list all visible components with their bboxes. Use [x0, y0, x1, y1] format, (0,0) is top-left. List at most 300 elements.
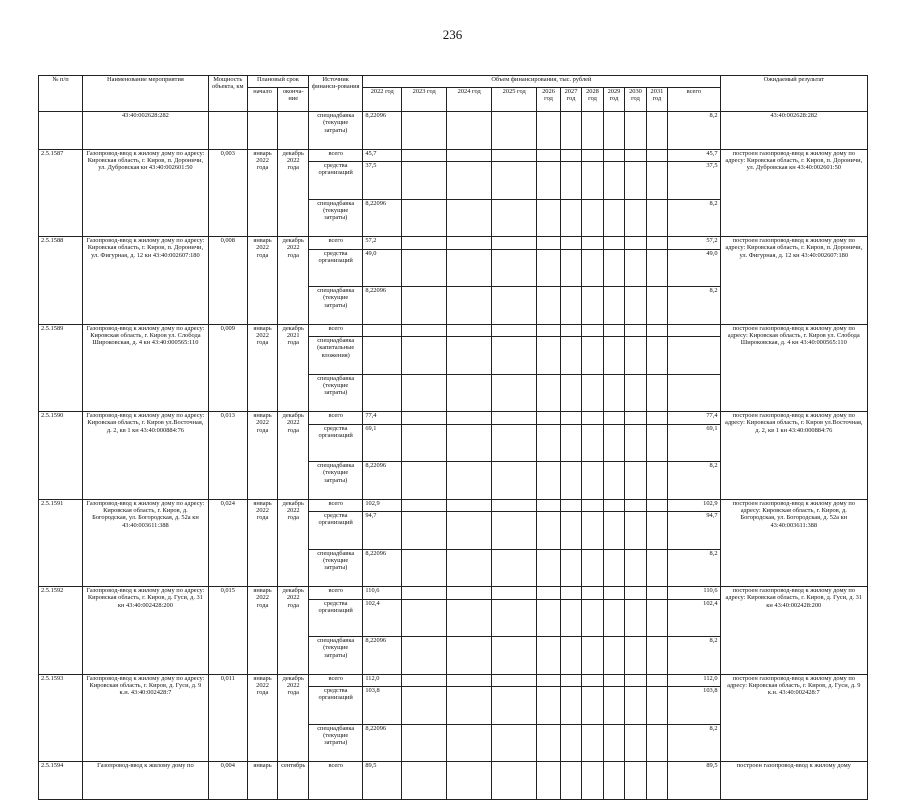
row-value-empty [646, 112, 667, 150]
row-value-empty [646, 162, 667, 200]
row-value-empty [537, 324, 561, 337]
row-start: январь 2022 года [247, 674, 278, 762]
row-value-empty [537, 687, 561, 725]
row-value-empty [560, 587, 581, 600]
table-row [39, 587, 868, 600]
row-source: средства организаций [309, 599, 363, 637]
row-value-empty [582, 249, 603, 287]
row-value-empty [447, 237, 492, 250]
header-year: 2025 год [492, 88, 537, 112]
row-name: Газопровод-ввод к жилому дому по адресу: Кировская область, г. Киров ул. Слобода Широковская, д. 4 кн 43:40:000565:110 [82, 324, 208, 412]
row-num: 2.5.1587 [39, 149, 83, 237]
row-value-empty [625, 637, 646, 675]
row-value-total: 102,4 [668, 599, 720, 637]
row-value-empty [560, 337, 581, 375]
row-value-empty [492, 512, 537, 550]
header-period-end: оконча-ние [278, 88, 309, 112]
row-value-empty [646, 762, 667, 800]
header-num: № п/п [39, 76, 83, 112]
row-end: декабрь 2022 года [278, 499, 309, 587]
row-value-empty [560, 499, 581, 512]
row-value-2022: 102,4 [363, 599, 402, 637]
row-value-empty [582, 724, 603, 762]
row-value-empty [492, 149, 537, 162]
row-value-empty [537, 249, 561, 287]
row-value-2022: 45,7 [363, 149, 402, 162]
row-value-empty [492, 587, 537, 600]
row-value-2022: 37,5 [363, 162, 402, 200]
table-row [39, 237, 868, 250]
row-num: 2.5.1592 [39, 587, 83, 675]
row-source: спецнадбавка (текущие затраты) [309, 724, 363, 762]
row-value-total: 8,2 [668, 549, 720, 587]
row-source: всего [309, 149, 363, 162]
row-value-empty [560, 674, 581, 687]
row-value-empty [492, 762, 537, 800]
header-period: Плановый срок [247, 76, 308, 88]
row-value-empty [492, 324, 537, 337]
row-source: средства организаций [309, 249, 363, 287]
row-capacity [208, 112, 247, 150]
row-value-total: 8,2 [668, 637, 720, 675]
row-num: 2.5.1594 [39, 762, 83, 800]
row-value-empty [625, 512, 646, 550]
row-value-empty [402, 724, 447, 762]
row-value-empty [560, 599, 581, 637]
row-value-empty [447, 512, 492, 550]
row-value-empty [447, 324, 492, 337]
row-value-total: 69,1 [668, 424, 720, 462]
row-value-empty [402, 599, 447, 637]
row-value-empty [537, 412, 561, 425]
row-value-empty [560, 112, 581, 150]
header-volume: Объем финансирования, тыс. рублей [363, 76, 720, 88]
row-value-empty [402, 587, 447, 600]
row-value-empty [537, 499, 561, 512]
row-value-empty [603, 637, 624, 675]
row-value-empty [582, 599, 603, 637]
row-value-empty [402, 199, 447, 237]
row-value-empty [447, 337, 492, 375]
row-value-empty [537, 112, 561, 150]
row-value-empty [447, 499, 492, 512]
row-value-empty [560, 549, 581, 587]
row-value-2022: 112,0 [363, 674, 402, 687]
header-year: 2028 год [582, 88, 603, 112]
row-value-empty [560, 249, 581, 287]
row-value-empty [646, 687, 667, 725]
row-value-empty [646, 374, 667, 412]
row-capacity: 0,011 [208, 674, 247, 762]
row-value-2022: 8,22096 [363, 637, 402, 675]
row-value-empty [402, 374, 447, 412]
table-row [39, 762, 868, 800]
header-year: 2026 год [537, 88, 561, 112]
row-value-2022: 8,22096 [363, 549, 402, 587]
row-num [39, 112, 83, 150]
row-result: построен газопровод-ввод к жилому дому по адресу: Кировская область, г. Киров ул.Восточная, д. 2, кв 1 кн 43:40:000884:76 [720, 412, 867, 500]
row-value-empty [492, 249, 537, 287]
row-value-empty [582, 687, 603, 725]
row-value-empty [402, 499, 447, 512]
row-value-empty [646, 249, 667, 287]
row-value-2022: 89,5 [363, 762, 402, 800]
row-value-2022: 110,6 [363, 587, 402, 600]
row-value-empty [560, 762, 581, 800]
row-value-empty [537, 149, 561, 162]
row-capacity: 0,004 [208, 762, 247, 800]
row-value-total: 110,6 [668, 587, 720, 600]
row-value-2022: 8,22096 [363, 724, 402, 762]
row-name: Газопровод-ввод к жилому дому по адресу: Кировская область, г. Киров ул.Восточная, д. 2, кв 1 кн 43:40:000884:76 [82, 412, 208, 500]
row-value-empty [560, 512, 581, 550]
row-value-empty [625, 424, 646, 462]
row-value-empty [537, 549, 561, 587]
financing-table-container [38, 75, 868, 769]
row-source: спецнадбавка (текущие затраты) [309, 637, 363, 675]
row-value-empty [646, 637, 667, 675]
row-value-empty [560, 237, 581, 250]
row-value-empty [625, 162, 646, 200]
row-value-empty [625, 149, 646, 162]
row-value-empty [402, 324, 447, 337]
row-value-empty [402, 287, 447, 325]
row-value-2022: 8,22096 [363, 287, 402, 325]
row-start: январь 2022 года [247, 412, 278, 500]
row-value-empty [447, 249, 492, 287]
row-num: 2.5.1589 [39, 324, 83, 412]
row-value-empty [603, 687, 624, 725]
row-value-empty [582, 762, 603, 800]
row-value-empty [492, 412, 537, 425]
row-source: всего [309, 762, 363, 800]
row-capacity: 0,015 [208, 587, 247, 675]
row-value-empty [646, 462, 667, 500]
row-num: 2.5.1590 [39, 412, 83, 500]
row-value-total: 57,2 [668, 237, 720, 250]
row-result: построен газопровод-ввод к жилому дому по адресу: Кировская область, г. Киров ул. Слобода Широковская, д. 4 кн 43:40:000565:110 [720, 324, 867, 412]
row-source: всего [309, 237, 363, 250]
row-source: спецнадбавка (текущие затраты) [309, 374, 363, 412]
row-value-empty [582, 462, 603, 500]
row-value-empty [447, 599, 492, 637]
row-value-empty [646, 512, 667, 550]
row-value-empty [582, 587, 603, 600]
row-value-empty [492, 674, 537, 687]
row-value-empty [625, 499, 646, 512]
row-value-empty [537, 512, 561, 550]
row-value-empty [603, 724, 624, 762]
row-source: спецнадбавка (текущие затраты) [309, 287, 363, 325]
row-value-empty [603, 674, 624, 687]
row-value-empty [537, 762, 561, 800]
header-year: 2030 год [625, 88, 646, 112]
row-value-empty [646, 674, 667, 687]
row-value-empty [560, 637, 581, 675]
table-row [39, 499, 868, 512]
row-source: средства организаций [309, 687, 363, 725]
row-value-empty [603, 424, 624, 462]
row-value-empty [447, 374, 492, 412]
row-value-empty [625, 112, 646, 150]
row-source: средства организаций [309, 424, 363, 462]
row-value-empty [447, 687, 492, 725]
row-value-empty [560, 724, 581, 762]
row-value-empty [402, 412, 447, 425]
row-value-2022: 94,7 [363, 512, 402, 550]
row-value-empty [646, 324, 667, 337]
row-value-empty [492, 374, 537, 412]
row-value-empty [447, 762, 492, 800]
row-value-total: 77,4 [668, 412, 720, 425]
row-name: Газопровод-ввод к жилому дому по адресу: Кировская область, г. Киров, д. Гуси, д. 31 кн 43:40:002428:200 [82, 587, 208, 675]
row-value-empty [492, 724, 537, 762]
row-value-empty [625, 337, 646, 375]
row-start: январь 2022 года [247, 587, 278, 675]
header-period-start: начало [247, 88, 278, 112]
row-value-total: 8,2 [668, 287, 720, 325]
row-value-empty [646, 587, 667, 600]
row-start: январь 2022 года [247, 237, 278, 325]
row-source: всего [309, 324, 363, 337]
row-source: всего [309, 674, 363, 687]
row-value-empty [492, 199, 537, 237]
row-value-empty [646, 199, 667, 237]
row-value-empty [582, 412, 603, 425]
row-value-2022 [363, 324, 402, 337]
row-value-empty [402, 762, 447, 800]
row-value-empty [560, 199, 581, 237]
row-end: декабрь 2022 года [278, 237, 309, 325]
row-value-empty [646, 599, 667, 637]
row-value-empty [582, 112, 603, 150]
row-value-empty [582, 499, 603, 512]
table-row [39, 112, 868, 150]
row-value-empty [603, 599, 624, 637]
row-capacity: 0,008 [208, 237, 247, 325]
row-value-empty [582, 637, 603, 675]
row-value-empty [603, 587, 624, 600]
row-value-empty [582, 237, 603, 250]
table-header [39, 76, 868, 112]
row-value-empty [646, 412, 667, 425]
row-value-empty [603, 412, 624, 425]
row-value-2022: 103,8 [363, 687, 402, 725]
row-value-total: 8,2 [668, 462, 720, 500]
row-value-empty [447, 149, 492, 162]
row-value-empty [646, 724, 667, 762]
row-value-2022: 49,0 [363, 249, 402, 287]
row-value-empty [492, 499, 537, 512]
row-value-empty [537, 237, 561, 250]
row-source: спецнадбавка (текущие затраты) [309, 462, 363, 500]
row-value-empty [560, 462, 581, 500]
row-value-empty [492, 424, 537, 462]
row-value-empty [447, 162, 492, 200]
row-value-2022 [363, 337, 402, 375]
row-value-empty [492, 237, 537, 250]
row-value-empty [603, 287, 624, 325]
row-value-empty [603, 462, 624, 500]
row-value-empty [447, 724, 492, 762]
row-value-empty [447, 637, 492, 675]
row-value-empty [560, 374, 581, 412]
row-value-empty [402, 112, 447, 150]
row-value-empty [625, 374, 646, 412]
row-value-empty [492, 687, 537, 725]
row-value-total: 49,0 [668, 249, 720, 287]
row-value-empty [625, 587, 646, 600]
row-value-empty [582, 149, 603, 162]
row-value-empty [603, 237, 624, 250]
page-number: 236 [442, 27, 463, 42]
header-name: Наименование мероприятия [82, 76, 208, 112]
row-value-empty [402, 162, 447, 200]
row-value-total: 37,5 [668, 162, 720, 200]
row-end: сентябрь [278, 762, 309, 800]
row-start: январь [247, 762, 278, 800]
row-value-empty [646, 337, 667, 375]
row-value-empty [560, 149, 581, 162]
row-value-empty [447, 549, 492, 587]
row-value-empty [603, 324, 624, 337]
table-body [39, 112, 868, 800]
row-value-empty [582, 424, 603, 462]
row-value-empty [447, 199, 492, 237]
row-value-empty [492, 462, 537, 500]
row-value-empty [537, 287, 561, 325]
row-value-empty [537, 599, 561, 637]
row-value-empty [492, 549, 537, 587]
row-value-empty [603, 512, 624, 550]
row-value-empty [560, 412, 581, 425]
row-source: всего [309, 412, 363, 425]
row-name: Газопровод-ввод к жилому дому по адресу: Кировская область, г. Киров, п. Дороничи, ул. Фигурная, д. 12 кн 43:40:002607:180 [82, 237, 208, 325]
row-value-total: 8,2 [668, 724, 720, 762]
row-result: построен газопровод-ввод к жилому дому по адресу: Кировская область, г. Киров, д. Богородская, ул. Богородская, д. 52а кн 43:40:003611:388 [720, 499, 867, 587]
row-value-empty [625, 199, 646, 237]
row-value-empty [646, 237, 667, 250]
row-value-empty [646, 549, 667, 587]
row-result: построен газопровод-ввод к жилому дому по адресу: Кировская область, г. Киров, д. Гуси, д. 9 к.н. 43:40:002428:7 [720, 674, 867, 762]
row-value-empty [402, 637, 447, 675]
row-end: декабрь 2022 года [278, 674, 309, 762]
row-value-empty [625, 249, 646, 287]
row-value-empty [625, 674, 646, 687]
row-source: всего [309, 587, 363, 600]
row-num: 2.5.1593 [39, 674, 83, 762]
row-value-total: 8,2 [668, 112, 720, 150]
row-value-empty [625, 724, 646, 762]
row-value-empty [582, 674, 603, 687]
row-value-empty [537, 162, 561, 200]
header-year: 2023 год [402, 88, 447, 112]
row-value-empty [603, 499, 624, 512]
row-capacity: 0,013 [208, 412, 247, 500]
row-end: декабрь 2022 года [278, 587, 309, 675]
row-value-empty [560, 687, 581, 725]
row-value-empty [402, 674, 447, 687]
row-name: Газопровод-ввод к жилому дому по [82, 762, 208, 800]
row-name: Газопровод-ввод к жилому дому по адресу: Кировская область, г. Киров, п. Дороничи, ул. Дубровская кн 43:40:002601:50 [82, 149, 208, 237]
row-value-2022: 8,22096 [363, 462, 402, 500]
row-source: спецнадбавка (текущие затраты) [309, 112, 363, 150]
row-value-total: 103,8 [668, 687, 720, 725]
row-value-empty [625, 599, 646, 637]
row-value-empty [582, 162, 603, 200]
row-result: 43:40:002628:282 [720, 112, 867, 150]
row-value-empty [625, 462, 646, 500]
row-value-2022: 8,22096 [363, 199, 402, 237]
row-value-empty [603, 337, 624, 375]
row-value-empty [447, 424, 492, 462]
header-year: 2031 год [646, 88, 667, 112]
row-source: средства организаций [309, 512, 363, 550]
row-value-total: 94,7 [668, 512, 720, 550]
row-source: спецнадбавка (текущие затраты) [309, 549, 363, 587]
row-end: декабрь 2022 года [278, 412, 309, 500]
row-num: 2.5.1588 [39, 237, 83, 325]
header-source: Источник финанси-рования [309, 76, 363, 112]
row-value-empty [537, 374, 561, 412]
row-start: январь 2022 года [247, 149, 278, 237]
header-capacity: Мощность объекта, км [208, 76, 247, 112]
row-value-empty [447, 587, 492, 600]
row-end: декабрь 2021 года [278, 324, 309, 412]
table-row [39, 149, 868, 162]
row-start: январь 2022 года [247, 499, 278, 587]
table-row [39, 324, 868, 337]
row-value-2022: 57,2 [363, 237, 402, 250]
row-value-empty [603, 112, 624, 150]
row-value-empty [492, 112, 537, 150]
row-value-empty [625, 412, 646, 425]
row-num: 2.5.1591 [39, 499, 83, 587]
row-value-empty [447, 462, 492, 500]
row-value-empty [646, 149, 667, 162]
row-source: спецнадбавка (текущие затраты) [309, 199, 363, 237]
row-value-empty [625, 287, 646, 325]
row-value-empty [402, 237, 447, 250]
row-value-empty [537, 424, 561, 462]
row-value-empty [625, 762, 646, 800]
row-value-empty [603, 149, 624, 162]
row-source: средства организаций [309, 162, 363, 200]
row-value-empty [582, 337, 603, 375]
row-value-empty [537, 587, 561, 600]
row-value-empty [646, 424, 667, 462]
row-value-total [668, 374, 720, 412]
row-value-empty [625, 687, 646, 725]
row-value-empty [582, 374, 603, 412]
row-value-empty [402, 149, 447, 162]
row-value-empty [447, 674, 492, 687]
row-value-empty [402, 462, 447, 500]
row-capacity: 0,009 [208, 324, 247, 412]
table-row [39, 674, 868, 687]
row-value-empty [402, 249, 447, 287]
row-value-empty [560, 287, 581, 325]
row-value-total: 45,7 [668, 149, 720, 162]
row-value-empty [537, 674, 561, 687]
header-total: всего [668, 88, 720, 112]
row-value-2022: 102,9 [363, 499, 402, 512]
row-value-total [668, 337, 720, 375]
row-value-empty [560, 424, 581, 462]
row-value-2022: 77,4 [363, 412, 402, 425]
row-capacity: 0,003 [208, 149, 247, 237]
row-value-empty [402, 337, 447, 375]
